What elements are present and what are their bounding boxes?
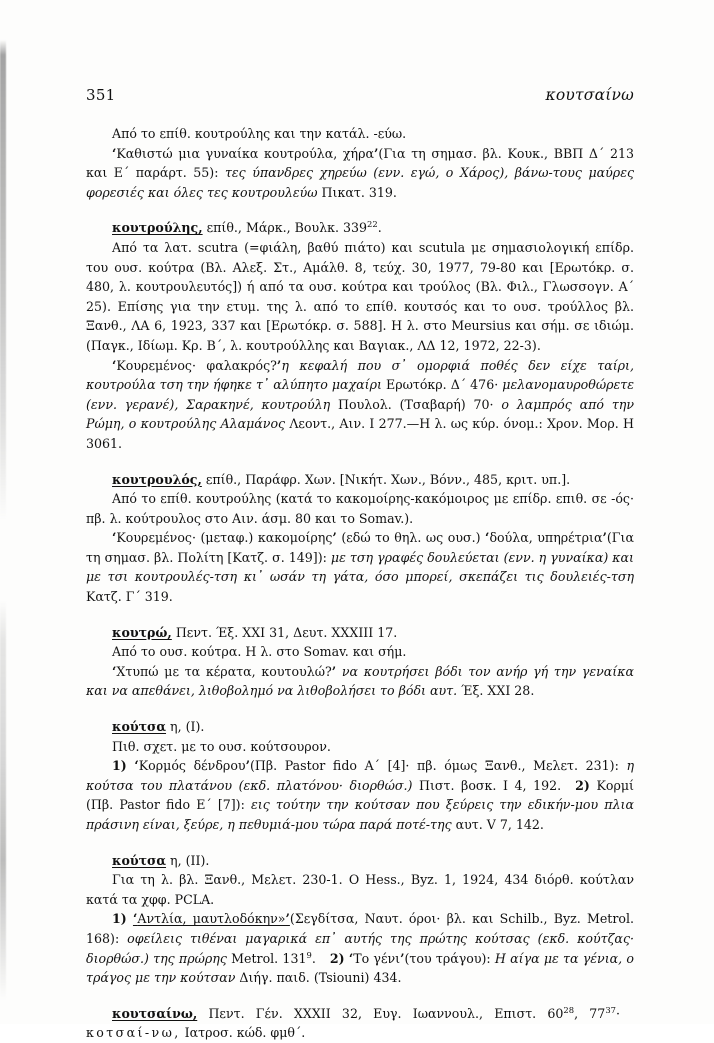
sense-note: (Για τη σημασ. βλ. Πολίτη [Κατζ. σ. 149]): <box>86 530 634 565</box>
etymology-text: Από το ουσ. κούτρα. Η λ. στο Somav. και σήμ. <box>112 644 407 660</box>
lemma-end: · <box>615 1005 620 1021</box>
variant-form-spaced: κοτσαί-νω, <box>86 1025 181 1041</box>
sense-paragraph <box>86 356 634 454</box>
citation-source: Έξ. XXI 28. <box>457 683 535 699</box>
sense-note-2: (Πβ. Pastor fido Ε΄ [7]): <box>86 797 251 813</box>
citation-source: Πικατ. 319. <box>317 184 397 200</box>
source-end: . <box>311 950 316 966</box>
etymology-paragraph <box>86 489 634 528</box>
sense-number-2: 2) <box>329 950 345 966</box>
gloss-text: ‘ Κουρεμένος· (μεταφ.) κακομοίρης ’ <box>112 530 337 545</box>
gloss-query: ? <box>325 663 332 679</box>
citation-source-2: Διήγ. παιδ. (Tsiouni) 434. <box>235 970 402 986</box>
sense-note: (Πβ. Pastor fido Α΄ [4]· πβ. όμως Ξανθ., Μελετ. 231): <box>249 758 627 774</box>
lemma-tail: η, (I). <box>166 719 205 735</box>
lemma-tail: Πεντ. Έξ. XXI 31, Δευτ. XXXIII 17. <box>171 624 398 640</box>
citation-source: Πιστ. βοσκ. Ι 4, 192. <box>412 777 562 793</box>
etymology-paragraph <box>86 238 634 356</box>
lemma-end: . <box>377 220 382 236</box>
entry-koutsaino <box>86 1004 634 1043</box>
numbered-senses-paragraph <box>86 909 634 987</box>
sense-paragraph <box>86 144 634 203</box>
lemma-superscript-2: 37 <box>605 1004 616 1015</box>
running-head-word: κουτσαίνω <box>545 86 634 104</box>
gloss-note-2: εδώ το θηλ. ως ουσ. <box>346 530 476 546</box>
gloss-text-struck: ‘ Αντλία, μαυτλοδόκην» ’ <box>133 911 290 926</box>
entry-koutroulis <box>86 218 634 238</box>
gloss-text-3: ‘ δούλα, υπηρέτρια ’ <box>485 530 607 545</box>
lemma-koutsa-1: κούτσα <box>112 719 167 735</box>
etymology-text: Για τη λ. βλ. Ξανθ., Μελετ. 230-1. Ο Hess., Byz. 1, 1924, 434 διόρθ. κούτλαν κατά τα χφφ. PCLA. <box>86 872 634 907</box>
citation-text-3: ο λαμπρός από την Ρώμη, ο κουτρούλης Αλαμάνος <box>86 396 634 432</box>
entry-koutsa-2 <box>86 851 634 871</box>
citation-source-2: Πουλολ. (Τσαβαρή) 70· <box>330 396 502 412</box>
citation-text: τες ύπανδρες χηρεύω (ενν. εγώ, ο Χάρος), βάνω-τους μαύρες φορεσιές και όλες τες κουτρουλεύω <box>86 165 635 200</box>
citation-source: Ερωτόκρ. Δ΄ 476· <box>381 377 503 393</box>
citation-source-2: αυτ. V 7, 142. <box>451 817 544 832</box>
lemma-koutroulis: κουτρούλης, <box>112 220 203 236</box>
sense-note-2: (του τράγου): <box>404 950 495 966</box>
lemma-koutroulos: κουτρουλός, <box>112 471 202 487</box>
variant-tail: Ιατροσ. κώδ. φμθ΄. <box>180 1025 306 1041</box>
lemma-koutro: κουτρώ, <box>112 624 172 640</box>
citation-text: με τση γραφές δουλεύεται (ενν. η γυναίκα) και με τσι κουτρουλές-τση κι᾽ ωσάν τη γάτα, όσο μπορεί, σκεπάζει τις δουλειές-τση <box>86 549 634 585</box>
entry-koutroulos <box>86 470 634 490</box>
etymology-paragraph <box>86 737 634 757</box>
lemma-tail: επίθ., Μάρκ., Βουλκ. 339 <box>202 220 368 236</box>
lemma-koutsa-2: κούτσα <box>112 852 167 868</box>
sense-note: (Σεγδίτσα, Ναυτ. όροι· βλ. και Schilb., Byz. Metrol. 168): <box>86 911 635 946</box>
source-superscript: 9 <box>306 949 312 960</box>
etymology-text: Από το επίθ. κουτρούλης (κατά το κακομοίρης-κακόμοιρος με επίδρ. επιθ. σε -ός· πβ. λ. κούτρουλος στο Αιν. άσμ. 80 και το Somav.). <box>86 491 634 526</box>
etymology-text: Πιθ. σχετ. με το ουσ. κούτσουρον. <box>112 738 331 754</box>
gloss-text: ‘ Κορμός δένδρου ’ <box>134 758 250 773</box>
citation-text: να κουτρήσει βόδι τον ανήρ γή την γεναίκα και να απεθάνει, λιθοβολημό να λιθοβολήσει το βόδι αυτ. <box>86 663 634 699</box>
gloss-text: ‘ Καθιστώ μια γυναίκα κουτρούλα, χήρα ’ <box>112 146 378 161</box>
etymology-paragraph <box>86 124 634 144</box>
numbered-senses-paragraph <box>86 756 634 834</box>
gloss-query: ? <box>270 357 277 373</box>
text-column <box>86 124 634 1043</box>
citation-source: Metrol. 131 <box>226 950 307 966</box>
citation-text: οφείλεις τιθέναι μαγαρικά επ᾽ αυτής της πρώτης κούτσας (εκδ. κούτζας· διορθώσ.) της πρώρης <box>86 930 634 966</box>
entry-koutsa-1 <box>86 717 634 737</box>
etymology-text: Από τα λατ. scutra (=φιάλη, βαθύ πιάτο) και scutula με σημασιολογική επίδρ. του ουσ. κούτρα (Βλ. Αλεξ. Στ., Αμάλθ. 8, τεύχ. 30, 1977, 79-80 και [Ερωτόκρ. σ. 480, λ. κουτρουλευτός]) ή από τα ουσ. κούτρα και τρούλος (Βλ. Φιλ., Γλωσσογν. Α΄ 25). Επίσης για την ετυμ. της λ. από το επίθ. κουτσός και το ουσ. τρούλλος βλ. Ξανθ., ΛΑ 6, 1923, 337 και [Ερωτόκρ. σ. 588]. Η λ. στο Meursius και σήμ. σε ιδιώμ. (Παγκ., Ιδίωμ. Κρ. Β΄, λ. κουτρούλλης και Βαγιακ., ΛΔ 12, 1972, 22-3). <box>86 239 634 353</box>
citation-source-3: Λεοντ., Αιν. Ι 277.—Η λ. ως κύρ. όνομ.: Χρον. Μορ. Η 3061. <box>86 416 634 451</box>
gloss-text: ‘ Χτυπώ με τα κέρατα, κουτουλώ <box>112 664 325 679</box>
citation-text: η κεφαλή που σ᾽ ομορφιά ποθές δεν είχε ταίρι, κουτρούλα τση την ήφηκε τ᾽ αλύπητο μαχαίρι <box>86 357 634 393</box>
sense-note: (Για τη σημασ. βλ. Κουκ., ΒΒΠ Δ΄ 213 και Ε΄ παράρτ. 55): <box>86 145 634 181</box>
scan-edge-artifact <box>0 0 6 1024</box>
running-head <box>86 86 634 108</box>
lemma-mid: , 77 <box>574 1005 606 1021</box>
lemma-tail: Πεντ. Γέν. XXXII 32, Ευγ. Ιωαννουλ., Επιστ. 60 <box>197 1005 564 1021</box>
lemma-tail: επίθ., Παράφρ. Χων. [Νικήτ. Χων., Βόνν., 485, κριτ. υπ.]. <box>201 471 571 487</box>
sense-number-1: 1) <box>112 911 127 927</box>
lemma-superscript: 28 <box>563 1004 575 1015</box>
sense-number-2: 2) <box>575 777 590 793</box>
gloss-text-2: ‘ Το γένι ’ <box>349 951 405 966</box>
lemma-koutsaino: κουτσαίνω, <box>112 1005 198 1021</box>
page-number: 351 <box>86 86 116 104</box>
citation-text-2: εις τούτην την κούτσαν που ξεύρεις την εδικήν-μου πλια πράσινη είναι, ξεύρε, η πεθυμιά-μου τώρα παρά ποτέ-της <box>86 797 634 832</box>
lemma-tail: η, (II). <box>166 852 210 868</box>
etymology-paragraph <box>86 642 634 662</box>
citation-text: η κούτσα του πλατάνου (εκδ. πλατόνου· διορθώσ.) <box>86 758 634 793</box>
sense-number-1: 1) <box>112 758 127 774</box>
entry-koutro <box>86 623 634 643</box>
sense-paragraph: ‘ Κουρεμένος· (μεταφ.) κακομοίρης ’ (εδώ το θηλ. ως ουσ.) ‘ δούλα, υπηρέτρια ’ (Για τη σημασ. βλ. Πολίτη [Κατζ. σ. 149]): με τση γραφές δουλεύεται (ενν. η γυναίκα) και με τσι κουτρουλές-τση κι᾽ ωσάν τη γάτα, όσο μπορεί, σκεπάζει τις δουλειές-τση Κατζ. Γ΄ 319. <box>86 528 634 606</box>
citation-text-2: Η αίγα με τα γένια, ο τράγος με την κούτσαν <box>86 950 634 986</box>
etymology-text: Από το επίθ. κουτρούλης και την κατάλ. -εύω. <box>112 126 407 141</box>
citation-text-2: μελανομαυροθώρετε (ενν. γερανέ), Σαρακηνέ, κουτρούλη <box>86 377 635 412</box>
gloss-text: ‘ Κουρεμένος· φαλακρός <box>112 358 270 373</box>
etymology-paragraph <box>86 870 634 909</box>
citation-source: Κατζ. Γ΄ 319. <box>86 589 173 605</box>
gloss-text-plain: Κορμί <box>596 777 634 793</box>
sense-paragraph <box>86 662 634 701</box>
lemma-superscript: 22 <box>367 219 378 230</box>
